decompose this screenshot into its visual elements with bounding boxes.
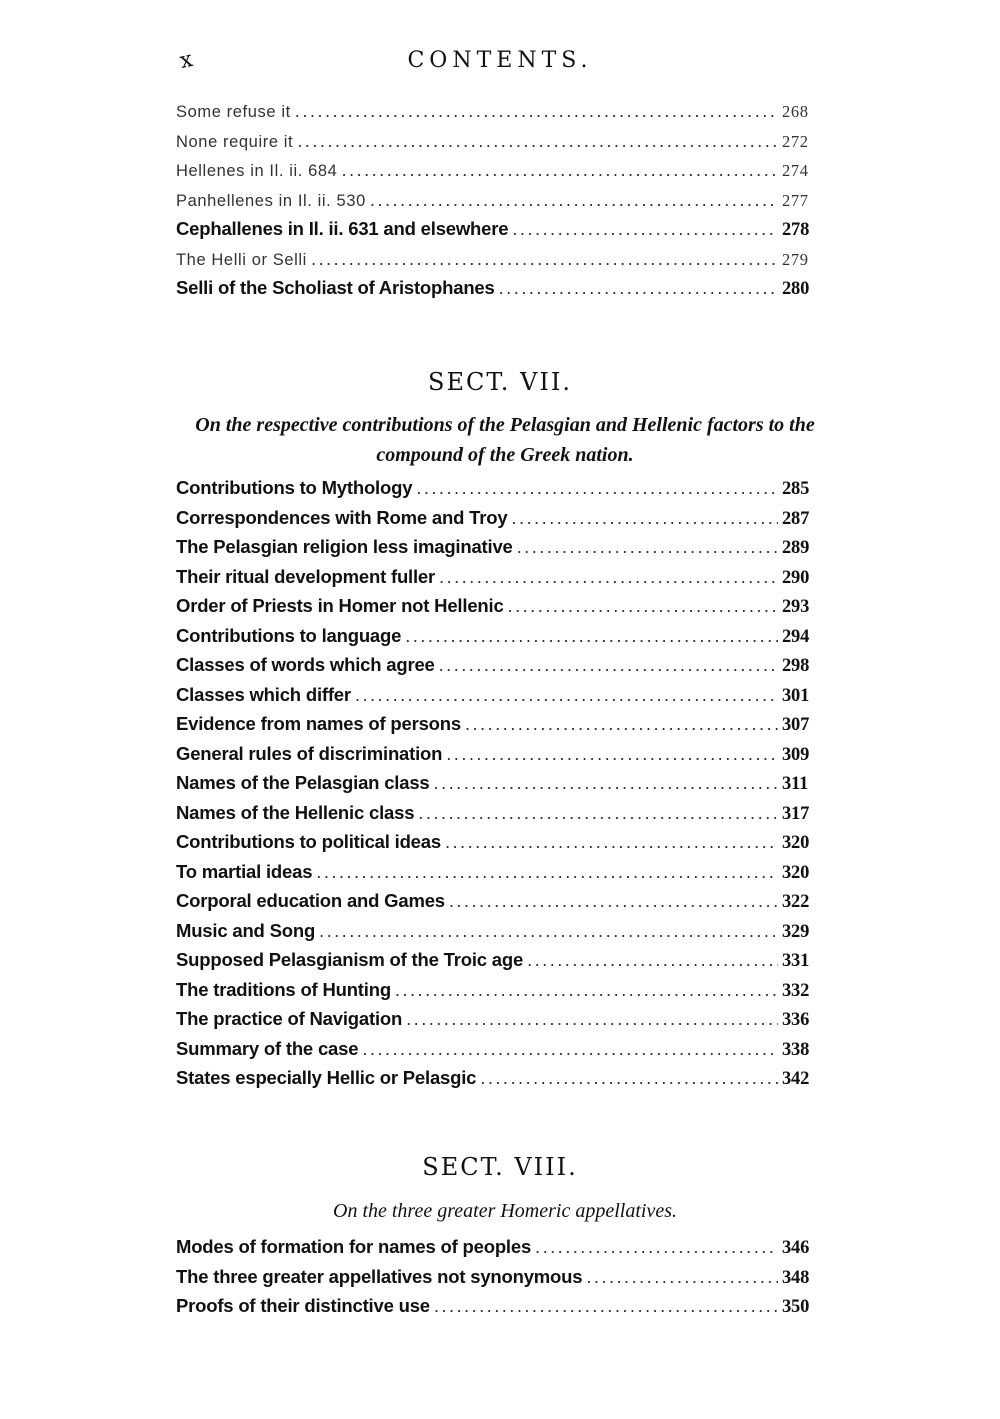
entry-title: Supposed Pelasgianism of the Troic age: [176, 949, 524, 970]
entry-page: 311: [782, 774, 809, 794]
toc-entry: [176, 248, 826, 278]
entry-page: 307: [782, 715, 810, 735]
toc-entry: [176, 1236, 826, 1266]
toc-entry: [176, 772, 826, 802]
section-heading: SECT. VIII.: [422, 1153, 578, 1181]
toc-entry: [176, 477, 826, 507]
entry-page: 298: [782, 656, 810, 676]
entry-title: Modes of formation for names of peoples: [176, 1236, 532, 1257]
entry-title: States especially Hellic or Pelasgic: [176, 1067, 477, 1088]
entry-title: The traditions of Hunting: [176, 978, 391, 1000]
toc-entry: [176, 802, 826, 832]
leader-dots: [586, 1266, 778, 1288]
leader-dots: [517, 536, 778, 558]
entry-title: General rules of discrimination: [176, 742, 443, 764]
entry-page: 278: [782, 220, 810, 240]
entry-page: 301: [782, 685, 810, 706]
entry-page: 336: [782, 1010, 810, 1030]
entry-page: 329: [782, 921, 810, 942]
toc-entry: [176, 890, 826, 920]
entry-page: 290: [782, 567, 810, 588]
entry-page: 320: [782, 833, 810, 853]
toc-entry: [176, 1266, 826, 1296]
toc-entry: [176, 507, 826, 537]
leader-dots: [395, 979, 778, 1001]
entry-page: 277: [782, 190, 809, 210]
leader-dots: [434, 772, 778, 794]
leader-dots: [370, 189, 778, 211]
toc-entry: [176, 979, 826, 1009]
leader-dots: [316, 861, 778, 883]
toc-entry: [176, 713, 826, 743]
toc-entry: [176, 920, 826, 950]
entry-page: 331: [782, 951, 810, 971]
leader-dots: [341, 159, 778, 181]
entry-title: Contributions to political ideas: [176, 831, 441, 852]
entry-title: Classes which differ: [176, 683, 351, 705]
toc-entry: [176, 1067, 826, 1097]
entry-page: 338: [782, 1039, 810, 1060]
entry-title: Names of the Hellenic class: [176, 801, 415, 823]
entry-page: 322: [782, 892, 810, 912]
leader-dots: [527, 949, 778, 971]
entry-title: Cephallenes in Il. ii. 631 and elsewhere: [176, 218, 509, 239]
entry-page: 293: [782, 597, 810, 617]
leader-dots: [445, 831, 778, 853]
entry-title: Correspondences with Rome and Troy: [176, 506, 508, 528]
entry-title: Classes of words which agree: [176, 654, 435, 675]
entry-page: 342: [782, 1069, 810, 1089]
leader-dots: [512, 218, 778, 240]
leader-dots: [355, 684, 778, 706]
toc-entry: [176, 831, 826, 861]
entry-page: 350: [782, 1297, 810, 1317]
toc-entry: [176, 1008, 826, 1038]
entry-title: Music and Song: [176, 919, 316, 941]
leader-dots: [434, 1295, 778, 1317]
section-heading: SECT. VII.: [428, 368, 572, 396]
leader-dots: [311, 248, 778, 270]
leader-dots: [319, 920, 778, 942]
entry-title: Summary of the case: [176, 1037, 359, 1059]
entry-page: 272: [782, 131, 809, 151]
leader-dots: [297, 130, 778, 152]
toc-entry: [176, 743, 826, 773]
leader-dots: [295, 100, 778, 122]
entry-page: 309: [782, 744, 810, 765]
leader-dots: [405, 625, 778, 647]
leader-dots: [511, 507, 778, 529]
entry-page: 346: [782, 1238, 810, 1258]
entry-page: 294: [782, 626, 810, 647]
toc-entry: [176, 566, 826, 596]
entry-title: Corporal education and Games: [176, 890, 445, 911]
leader-dots: [406, 1008, 778, 1030]
entry-title: Evidence from names of persons: [176, 713, 461, 734]
toc-entry: [176, 277, 826, 307]
leader-dots: [449, 890, 778, 912]
toc-entry: [176, 1295, 826, 1325]
section-entries: [176, 1236, 826, 1325]
entry-title: The Pelasgian religion less imaginative: [176, 536, 513, 557]
entry-page: 287: [782, 508, 810, 529]
entry-title: Order of Priests in Homer not Hellenic: [176, 595, 504, 616]
leader-dots: [508, 595, 778, 617]
entry-title: Their ritual development fuller: [176, 565, 436, 587]
leader-dots: [535, 1236, 778, 1258]
leader-dots: [499, 277, 778, 299]
entry-page: 320: [782, 862, 810, 883]
leader-dots: [416, 477, 778, 499]
toc-entry: [176, 100, 826, 130]
entry-page: 280: [782, 279, 810, 299]
entry-title: Hellenes in Il. ii. 684: [176, 162, 338, 180]
entry-title: Proofs of their distinctive use: [176, 1295, 430, 1316]
entry-title: Selli of the Scholiast of Aristophanes: [176, 277, 495, 298]
section-description: On the respective contributions of the Pelasgian and Hellenic factors to the compound of the Greek nation.: [195, 414, 815, 466]
leader-dots: [480, 1067, 778, 1089]
toc-entry: [176, 625, 826, 655]
entry-page: 285: [782, 479, 810, 499]
entry-title: Contributions to Mythology: [176, 477, 413, 498]
toc-entry: [176, 654, 826, 684]
page-number: x: [177, 46, 195, 75]
entry-page: 268: [782, 102, 809, 121]
toc-entry: [176, 130, 826, 160]
running-title: CONTENTS.: [407, 48, 593, 73]
toc-entry: [176, 189, 826, 219]
entry-title: Contributions to language: [176, 624, 402, 646]
section-entries: [176, 477, 826, 1097]
section-description: On the three greater Homeric appellatives.: [333, 1200, 677, 1222]
entry-title: Some refuse it: [176, 103, 291, 121]
entry-page: 348: [782, 1267, 810, 1288]
leader-dots: [446, 743, 778, 765]
toc-entry: [176, 949, 826, 979]
entry-page: 332: [782, 980, 810, 1001]
toc-entry: [176, 536, 826, 566]
toc-entry: [176, 684, 826, 714]
leader-dots: [418, 802, 778, 824]
leader-dots: [465, 713, 778, 735]
entry-title: None require it: [176, 132, 294, 151]
entry-page: 274: [782, 161, 809, 180]
toc-entry: [176, 1038, 826, 1068]
entry-title: Panhellenes in Il. ii. 530: [176, 191, 366, 210]
toc-entry: [176, 861, 826, 891]
entry-title: The three greater appellatives not synonymous: [176, 1265, 583, 1287]
entry-title: The practice of Navigation: [176, 1008, 403, 1029]
leader-dots: [362, 1038, 778, 1060]
entry-page: 317: [782, 803, 810, 824]
leader-dots: [439, 566, 778, 588]
entry-page: 279: [782, 249, 809, 269]
toc-entry: [176, 595, 826, 625]
leader-dots: [439, 654, 778, 676]
entry-title: To martial ideas: [176, 860, 313, 882]
toc-entry: [176, 218, 826, 248]
entry-title: Names of the Pelasgian class: [176, 772, 430, 793]
toc-entry: [176, 159, 826, 189]
entry-title: The Helli or Selli: [176, 250, 307, 269]
continued-entries: [176, 100, 826, 307]
entry-page: 289: [782, 538, 810, 558]
